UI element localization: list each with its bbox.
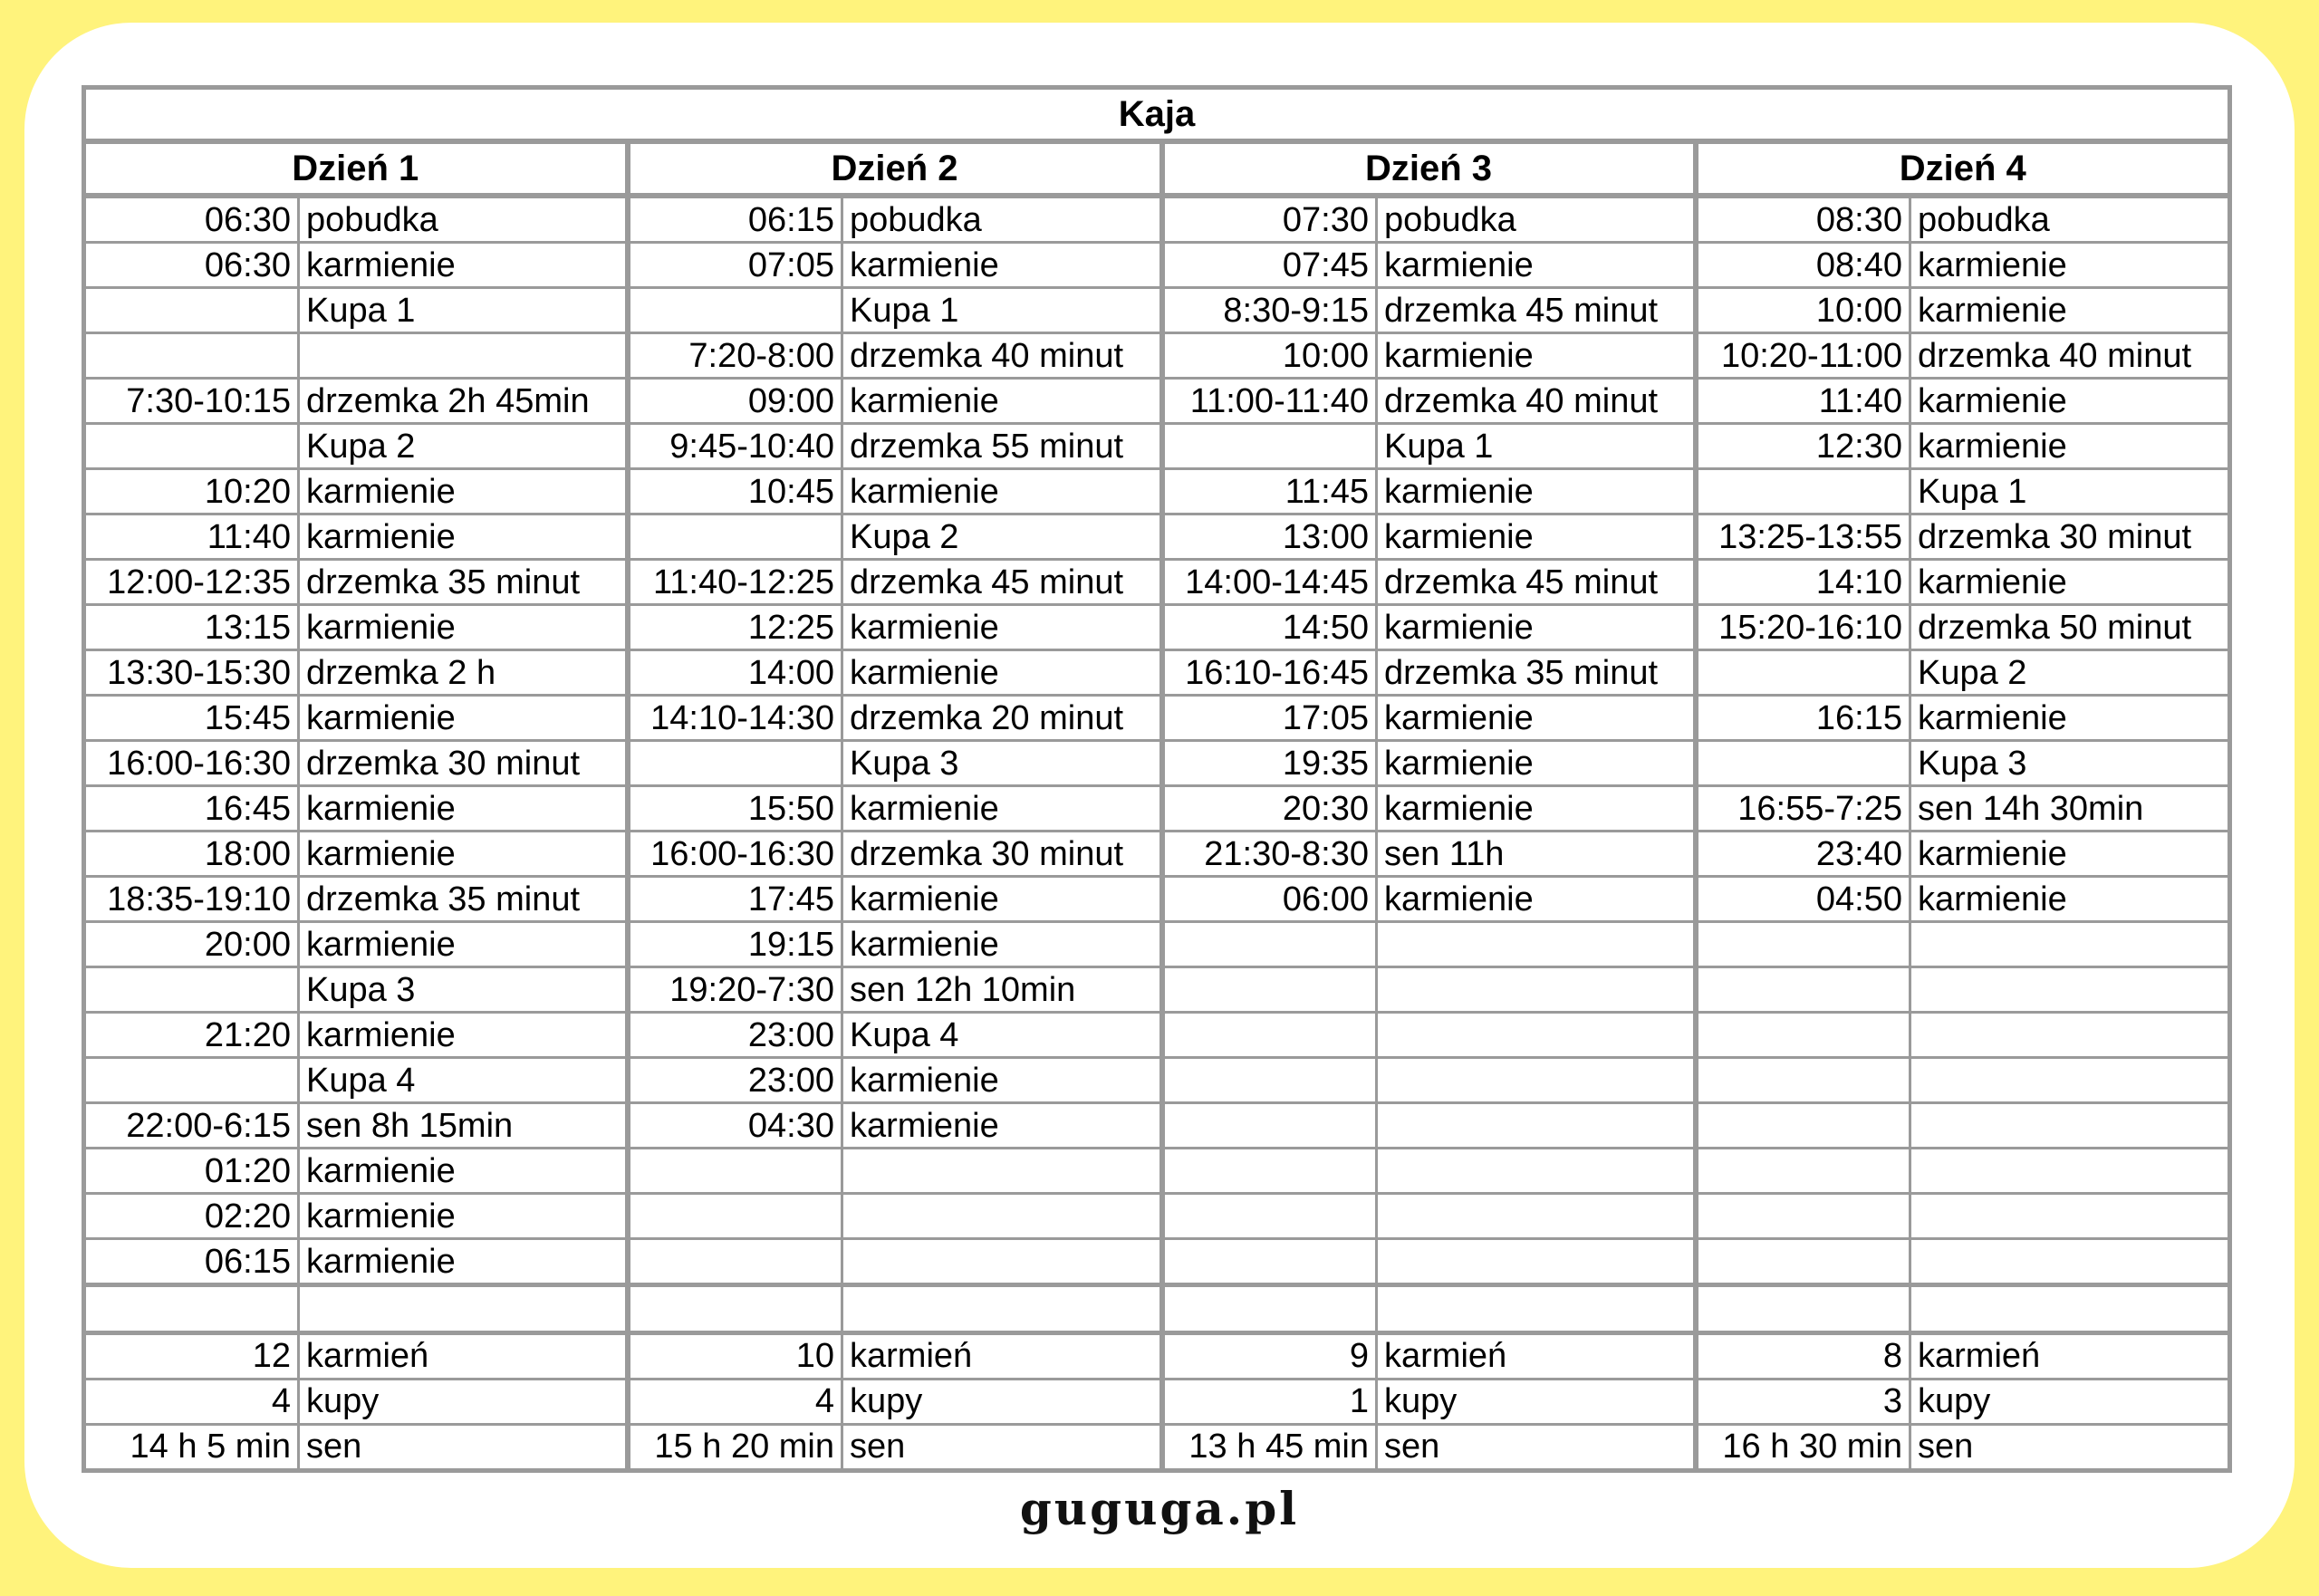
time-cell: 10 bbox=[628, 1332, 842, 1379]
time-cell bbox=[1696, 1013, 1910, 1058]
event-cell bbox=[1377, 1285, 1696, 1332]
event-cell: karmienie bbox=[1910, 243, 2230, 288]
time-cell: 13 h 45 min bbox=[1162, 1424, 1377, 1470]
event-cell: karmienie bbox=[842, 877, 1162, 922]
event-cell bbox=[1377, 1103, 1696, 1149]
time-cell bbox=[1696, 967, 1910, 1013]
event-cell: karmień bbox=[1377, 1332, 1696, 1379]
event-cell: karmienie bbox=[299, 1239, 628, 1285]
event-cell: karmień bbox=[842, 1332, 1162, 1379]
event-cell: pobudka bbox=[299, 196, 628, 243]
time-cell bbox=[84, 1058, 299, 1103]
event-cell: karmienie bbox=[842, 243, 1162, 288]
event-cell: kupy bbox=[299, 1379, 628, 1424]
event-cell: karmienie bbox=[842, 1058, 1162, 1103]
event-cell: kupy bbox=[842, 1379, 1162, 1424]
event-cell: sen 12h 10min bbox=[842, 967, 1162, 1013]
time-cell: 13:00 bbox=[1162, 514, 1377, 560]
event-cell: karmienie bbox=[1377, 605, 1696, 650]
table-row bbox=[84, 922, 2230, 967]
event-cell: drzemka 45 minut bbox=[842, 560, 1162, 605]
event-cell: drzemka 2 h bbox=[299, 650, 628, 696]
time-cell: 10:45 bbox=[628, 469, 842, 514]
time-cell: 8 bbox=[1696, 1332, 1910, 1379]
time-cell: 17:45 bbox=[628, 877, 842, 922]
event-cell: Kupa 4 bbox=[299, 1058, 628, 1103]
table-row bbox=[84, 605, 2230, 650]
separator-row bbox=[84, 1285, 2230, 1332]
time-cell: 15:20-16:10 bbox=[1696, 605, 1910, 650]
event-cell: karmienie bbox=[1910, 832, 2230, 877]
event-cell bbox=[1910, 1058, 2230, 1103]
time-cell: 14:00-14:45 bbox=[1162, 560, 1377, 605]
time-cell: 04:50 bbox=[1696, 877, 1910, 922]
time-cell: 23:00 bbox=[628, 1058, 842, 1103]
table-row bbox=[84, 967, 2230, 1013]
event-cell bbox=[1910, 1285, 2230, 1332]
event-cell: karmień bbox=[299, 1332, 628, 1379]
time-cell: 16 h 30 min bbox=[1696, 1424, 1910, 1470]
event-cell: kupy bbox=[1910, 1379, 2230, 1424]
time-cell: 9:45-10:40 bbox=[628, 424, 842, 469]
time-cell: 08:30 bbox=[1696, 196, 1910, 243]
event-cell: karmienie bbox=[842, 605, 1162, 650]
event-cell: Kupa 1 bbox=[842, 288, 1162, 333]
table-row bbox=[84, 1149, 2230, 1194]
time-cell: 19:15 bbox=[628, 922, 842, 967]
event-cell bbox=[1377, 1058, 1696, 1103]
time-cell: 23:00 bbox=[628, 1013, 842, 1058]
event-cell: karmienie bbox=[299, 469, 628, 514]
event-cell: karmienie bbox=[1910, 560, 2230, 605]
event-cell: Kupa 4 bbox=[842, 1013, 1162, 1058]
time-cell: 06:15 bbox=[84, 1239, 299, 1285]
day-header-4: Dzień 4 bbox=[1696, 141, 2230, 196]
time-cell: 09:00 bbox=[628, 379, 842, 424]
time-cell: 07:05 bbox=[628, 243, 842, 288]
table-row bbox=[84, 696, 2230, 741]
time-cell: 11:45 bbox=[1162, 469, 1377, 514]
time-cell: 19:35 bbox=[1162, 741, 1377, 786]
event-cell bbox=[1377, 1194, 1696, 1239]
event-cell: karmienie bbox=[299, 1149, 628, 1194]
event-cell bbox=[1377, 1239, 1696, 1285]
event-cell: karmienie bbox=[1910, 877, 2230, 922]
event-cell: karmienie bbox=[1377, 333, 1696, 379]
logo: guguga.pl bbox=[1019, 1482, 1300, 1535]
time-cell: 01:20 bbox=[84, 1149, 299, 1194]
time-cell bbox=[84, 424, 299, 469]
table-row bbox=[84, 560, 2230, 605]
event-cell: karmienie bbox=[299, 1013, 628, 1058]
time-cell: 16:45 bbox=[84, 786, 299, 832]
event-cell: kupy bbox=[1377, 1379, 1696, 1424]
event-cell bbox=[842, 1149, 1162, 1194]
event-cell: karmienie bbox=[1910, 379, 2230, 424]
event-cell: Kupa 3 bbox=[842, 741, 1162, 786]
event-cell: drzemka 55 minut bbox=[842, 424, 1162, 469]
event-cell bbox=[1377, 922, 1696, 967]
table-row bbox=[84, 514, 2230, 560]
event-cell: Kupa 1 bbox=[1377, 424, 1696, 469]
time-cell: 10:00 bbox=[1162, 333, 1377, 379]
time-cell bbox=[1162, 1103, 1377, 1149]
event-cell bbox=[1377, 1149, 1696, 1194]
event-cell bbox=[1910, 922, 2230, 967]
table-row bbox=[84, 1013, 2230, 1058]
time-cell bbox=[628, 1149, 842, 1194]
time-cell: 17:05 bbox=[1162, 696, 1377, 741]
event-cell bbox=[1910, 1103, 2230, 1149]
time-cell bbox=[1696, 650, 1910, 696]
event-cell: drzemka 35 minut bbox=[299, 877, 628, 922]
table-row bbox=[84, 786, 2230, 832]
table-row bbox=[84, 832, 2230, 877]
time-cell: 14:00 bbox=[628, 650, 842, 696]
time-cell: 13:25-13:55 bbox=[1696, 514, 1910, 560]
event-cell: karmienie bbox=[299, 786, 628, 832]
time-cell: 02:20 bbox=[84, 1194, 299, 1239]
time-cell: 11:00-11:40 bbox=[1162, 379, 1377, 424]
time-cell: 12:30 bbox=[1696, 424, 1910, 469]
time-cell: 06:15 bbox=[628, 196, 842, 243]
time-cell bbox=[1162, 967, 1377, 1013]
event-cell: Kupa 2 bbox=[1910, 650, 2230, 696]
time-cell: 13:30-15:30 bbox=[84, 650, 299, 696]
table-row bbox=[84, 379, 2230, 424]
time-cell bbox=[628, 741, 842, 786]
event-cell: karmienie bbox=[299, 605, 628, 650]
event-cell: drzemka 40 minut bbox=[1377, 379, 1696, 424]
time-cell: 07:30 bbox=[1162, 196, 1377, 243]
time-cell bbox=[1696, 1103, 1910, 1149]
event-cell: karmienie bbox=[1377, 514, 1696, 560]
time-cell bbox=[84, 333, 299, 379]
time-cell bbox=[1696, 1285, 1910, 1332]
time-cell bbox=[1162, 922, 1377, 967]
table-row bbox=[84, 333, 2230, 379]
time-cell: 15:50 bbox=[628, 786, 842, 832]
event-cell: karmienie bbox=[1377, 469, 1696, 514]
event-cell: karmienie bbox=[1377, 741, 1696, 786]
event-cell bbox=[1377, 1013, 1696, 1058]
table-row bbox=[84, 877, 2230, 922]
time-cell: 04:30 bbox=[628, 1103, 842, 1149]
time-cell bbox=[84, 1285, 299, 1332]
event-cell bbox=[299, 1285, 628, 1332]
event-cell: karmienie bbox=[299, 832, 628, 877]
time-cell: 18:35-19:10 bbox=[84, 877, 299, 922]
event-cell bbox=[842, 1285, 1162, 1332]
time-cell bbox=[628, 288, 842, 333]
summary-row bbox=[84, 1379, 2230, 1424]
time-cell: 20:30 bbox=[1162, 786, 1377, 832]
time-cell: 4 bbox=[84, 1379, 299, 1424]
summary-row bbox=[84, 1424, 2230, 1470]
event-cell: karmienie bbox=[1377, 877, 1696, 922]
event-cell: Kupa 3 bbox=[299, 967, 628, 1013]
time-cell: 11:40 bbox=[1696, 379, 1910, 424]
time-cell: 13:15 bbox=[84, 605, 299, 650]
time-cell: 06:30 bbox=[84, 243, 299, 288]
table-row bbox=[84, 196, 2230, 243]
summary-row bbox=[84, 1332, 2230, 1379]
time-cell: 06:00 bbox=[1162, 877, 1377, 922]
time-cell: 4 bbox=[628, 1379, 842, 1424]
time-cell bbox=[1696, 1058, 1910, 1103]
time-cell bbox=[628, 1194, 842, 1239]
time-cell bbox=[1162, 424, 1377, 469]
time-cell bbox=[1162, 1285, 1377, 1332]
time-cell: 8:30-9:15 bbox=[1162, 288, 1377, 333]
table-row bbox=[84, 424, 2230, 469]
event-cell: sen bbox=[1910, 1424, 2230, 1470]
time-cell bbox=[1162, 1194, 1377, 1239]
event-cell: karmienie bbox=[1910, 424, 2230, 469]
time-cell bbox=[628, 1239, 842, 1285]
table-row bbox=[84, 650, 2230, 696]
event-cell: sen bbox=[842, 1424, 1162, 1470]
time-cell: 07:45 bbox=[1162, 243, 1377, 288]
time-cell: 16:55-7:25 bbox=[1696, 786, 1910, 832]
event-cell: karmienie bbox=[1377, 243, 1696, 288]
time-cell: 12:25 bbox=[628, 605, 842, 650]
event-cell bbox=[1910, 1149, 2230, 1194]
time-cell bbox=[1696, 469, 1910, 514]
time-cell bbox=[1696, 1149, 1910, 1194]
event-cell: Kupa 2 bbox=[842, 514, 1162, 560]
event-cell: karmienie bbox=[1377, 696, 1696, 741]
event-cell: karmienie bbox=[842, 1103, 1162, 1149]
event-cell: sen 8h 15min bbox=[299, 1103, 628, 1149]
event-cell: karmienie bbox=[842, 922, 1162, 967]
time-cell: 16:00-16:30 bbox=[628, 832, 842, 877]
table-row bbox=[84, 1239, 2230, 1285]
event-cell: drzemka 45 minut bbox=[1377, 560, 1696, 605]
event-cell bbox=[1910, 1194, 2230, 1239]
time-cell: 14:50 bbox=[1162, 605, 1377, 650]
event-cell: karmienie bbox=[1910, 696, 2230, 741]
time-cell: 14 h 5 min bbox=[84, 1424, 299, 1470]
table-row bbox=[84, 243, 2230, 288]
time-cell: 15 h 20 min bbox=[628, 1424, 842, 1470]
event-cell: karmienie bbox=[299, 514, 628, 560]
time-cell: 11:40-12:25 bbox=[628, 560, 842, 605]
event-cell: karmień bbox=[1910, 1332, 2230, 1379]
time-cell bbox=[1162, 1013, 1377, 1058]
event-cell: sen bbox=[1377, 1424, 1696, 1470]
event-cell: karmienie bbox=[842, 650, 1162, 696]
event-cell: sen 14h 30min bbox=[1910, 786, 2230, 832]
time-cell: 7:20-8:00 bbox=[628, 333, 842, 379]
table-row bbox=[84, 741, 2230, 786]
event-cell: drzemka 30 minut bbox=[1910, 514, 2230, 560]
event-cell: Kupa 3 bbox=[1910, 741, 2230, 786]
event-cell: drzemka 40 minut bbox=[1910, 333, 2230, 379]
event-cell bbox=[299, 333, 628, 379]
time-cell: 12 bbox=[84, 1332, 299, 1379]
event-cell: Kupa 2 bbox=[299, 424, 628, 469]
event-cell: karmienie bbox=[1910, 288, 2230, 333]
event-cell: drzemka 20 minut bbox=[842, 696, 1162, 741]
table-row bbox=[84, 469, 2230, 514]
time-cell: 1 bbox=[1162, 1379, 1377, 1424]
time-cell: 18:00 bbox=[84, 832, 299, 877]
event-cell: Kupa 1 bbox=[299, 288, 628, 333]
event-cell: karmienie bbox=[842, 786, 1162, 832]
time-cell: 14:10-14:30 bbox=[628, 696, 842, 741]
time-cell: 21:30-8:30 bbox=[1162, 832, 1377, 877]
time-cell: 16:10-16:45 bbox=[1162, 650, 1377, 696]
time-cell: 3 bbox=[1696, 1379, 1910, 1424]
time-cell: 15:45 bbox=[84, 696, 299, 741]
event-cell: drzemka 30 minut bbox=[299, 741, 628, 786]
event-cell: karmienie bbox=[842, 469, 1162, 514]
event-cell: karmienie bbox=[299, 922, 628, 967]
time-cell: 20:00 bbox=[84, 922, 299, 967]
time-cell bbox=[1696, 922, 1910, 967]
event-cell bbox=[842, 1239, 1162, 1285]
time-cell: 08:40 bbox=[1696, 243, 1910, 288]
time-cell: 16:00-16:30 bbox=[84, 741, 299, 786]
time-cell: 22:00-6:15 bbox=[84, 1103, 299, 1149]
time-cell: 16:15 bbox=[1696, 696, 1910, 741]
time-cell: 06:30 bbox=[84, 196, 299, 243]
event-cell: drzemka 2h 45min bbox=[299, 379, 628, 424]
event-cell: karmienie bbox=[299, 696, 628, 741]
time-cell: 9 bbox=[1162, 1332, 1377, 1379]
time-cell: 23:40 bbox=[1696, 832, 1910, 877]
time-cell bbox=[1162, 1149, 1377, 1194]
table-row bbox=[84, 1194, 2230, 1239]
event-cell: karmienie bbox=[299, 1194, 628, 1239]
time-cell: 10:20-11:00 bbox=[1696, 333, 1910, 379]
event-cell: pobudka bbox=[1910, 196, 2230, 243]
day-header-1: Dzień 1 bbox=[84, 141, 628, 196]
time-cell: 12:00-12:35 bbox=[84, 560, 299, 605]
event-cell bbox=[1910, 1239, 2230, 1285]
time-cell bbox=[1162, 1058, 1377, 1103]
time-cell: 10:00 bbox=[1696, 288, 1910, 333]
event-cell bbox=[1910, 967, 2230, 1013]
table-title: Kaja bbox=[84, 88, 2230, 142]
event-cell bbox=[842, 1194, 1162, 1239]
event-cell: drzemka 45 minut bbox=[1377, 288, 1696, 333]
time-cell: 11:40 bbox=[84, 514, 299, 560]
table-row bbox=[84, 288, 2230, 333]
time-cell bbox=[1696, 1239, 1910, 1285]
time-cell bbox=[628, 1285, 842, 1332]
event-cell: drzemka 30 minut bbox=[842, 832, 1162, 877]
time-cell: 14:10 bbox=[1696, 560, 1910, 605]
event-cell: Kupa 1 bbox=[1910, 469, 2230, 514]
event-cell bbox=[1377, 967, 1696, 1013]
schedule-table bbox=[82, 85, 2232, 1473]
event-cell: drzemka 35 minut bbox=[299, 560, 628, 605]
day-header-2: Dzień 2 bbox=[628, 141, 1162, 196]
time-cell bbox=[84, 288, 299, 333]
time-cell: 19:20-7:30 bbox=[628, 967, 842, 1013]
event-cell: drzemka 50 minut bbox=[1910, 605, 2230, 650]
event-cell: drzemka 40 minut bbox=[842, 333, 1162, 379]
time-cell bbox=[1162, 1239, 1377, 1285]
time-cell: 10:20 bbox=[84, 469, 299, 514]
event-cell: pobudka bbox=[842, 196, 1162, 243]
time-cell: 7:30-10:15 bbox=[84, 379, 299, 424]
event-cell: pobudka bbox=[1377, 196, 1696, 243]
event-cell: sen 11h bbox=[1377, 832, 1696, 877]
table-row bbox=[84, 1103, 2230, 1149]
event-cell: karmienie bbox=[1377, 786, 1696, 832]
time-cell: 21:20 bbox=[84, 1013, 299, 1058]
time-cell bbox=[84, 967, 299, 1013]
table-row bbox=[84, 1058, 2230, 1103]
day-header-3: Dzień 3 bbox=[1162, 141, 1696, 196]
event-cell: sen bbox=[299, 1424, 628, 1470]
event-cell bbox=[1910, 1013, 2230, 1058]
event-cell: drzemka 35 minut bbox=[1377, 650, 1696, 696]
event-cell: karmienie bbox=[299, 243, 628, 288]
time-cell bbox=[1696, 1194, 1910, 1239]
time-cell bbox=[1696, 741, 1910, 786]
event-cell: karmienie bbox=[842, 379, 1162, 424]
time-cell bbox=[628, 514, 842, 560]
